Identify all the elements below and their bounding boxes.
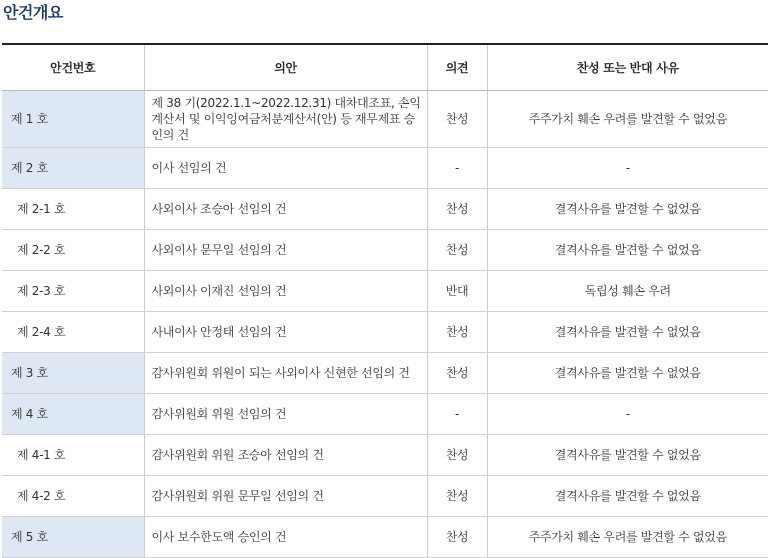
agenda-number: 제 3 호 xyxy=(2,353,144,394)
agenda-title: 이사 선임의 건 xyxy=(144,148,427,189)
header-agenda-title: 의안 xyxy=(144,44,427,91)
agenda-opinion: 찬성 xyxy=(427,91,487,148)
agenda-number: 제 5 호 xyxy=(2,517,144,558)
table-row xyxy=(2,394,768,435)
agenda-title: 감사위원회 위원 조승아 선임의 건 xyxy=(144,435,427,476)
table-row xyxy=(2,230,768,271)
agenda-title: 감사위원회 위원 선임의 건 xyxy=(144,394,427,435)
agenda-number: 제 2 호 xyxy=(2,148,144,189)
table-row xyxy=(2,435,768,476)
table-row xyxy=(2,271,768,312)
agenda-reason: - xyxy=(487,148,768,189)
agenda-reason: 주주가치 훼손 우려를 발견할 수 없었음 xyxy=(487,517,768,558)
agenda-title: 사내이사 안정태 선임의 건 xyxy=(144,312,427,353)
header-agenda-number: 안건번호 xyxy=(2,44,144,91)
agenda-opinion: 찬성 xyxy=(427,476,487,517)
table-header-row xyxy=(2,44,768,91)
agenda-number: 제 2-4 호 xyxy=(2,312,144,353)
agenda-opinion: 찬성 xyxy=(427,230,487,271)
agenda-number: 제 4 호 xyxy=(2,394,144,435)
agenda-opinion: 찬성 xyxy=(427,312,487,353)
agenda-title: 사외이사 이재진 선임의 건 xyxy=(144,271,427,312)
table-row xyxy=(2,91,768,148)
agenda-reason: - xyxy=(487,394,768,435)
agenda-reason: 결격사유를 발견할 수 없었음 xyxy=(487,435,768,476)
table-row xyxy=(2,353,768,394)
agenda-opinion: 찬성 xyxy=(427,435,487,476)
agenda-title: 사외이사 조승아 선임의 건 xyxy=(144,189,427,230)
agenda-reason: 결격사유를 발견할 수 없었음 xyxy=(487,189,768,230)
header-opinion: 의견 xyxy=(427,44,487,91)
table-row xyxy=(2,517,768,558)
table-row xyxy=(2,148,768,189)
header-reason: 찬성 또는 반대 사유 xyxy=(487,44,768,91)
agenda-title: 이사 보수한도액 승인의 건 xyxy=(144,517,427,558)
agenda-number: 제 2-3 호 xyxy=(2,271,144,312)
agenda-title: 사외이사 문무일 선임의 건 xyxy=(144,230,427,271)
table-row xyxy=(2,189,768,230)
agenda-table xyxy=(2,43,768,558)
agenda-number: 제 4-1 호 xyxy=(2,435,144,476)
agenda-reason: 독립성 훼손 우려 xyxy=(487,271,768,312)
agenda-reason: 주주가치 훼손 우려를 발견할 수 없었음 xyxy=(487,91,768,148)
agenda-number: 제 2-1 호 xyxy=(2,189,144,230)
agenda-opinion: 반대 xyxy=(427,271,487,312)
table-row xyxy=(2,476,768,517)
agenda-reason: 결격사유를 발견할 수 없었음 xyxy=(487,353,768,394)
agenda-number: 제 1 호 xyxy=(2,91,144,148)
agenda-number: 제 2-2 호 xyxy=(2,230,144,271)
agenda-reason: 결격사유를 발견할 수 없었음 xyxy=(487,230,768,271)
agenda-opinion: - xyxy=(427,148,487,189)
table-row xyxy=(2,312,768,353)
agenda-opinion: 찬성 xyxy=(427,517,487,558)
agenda-title: 제 38 기(2022.1.1~2022.12.31) 대차대조표, 손익계산서 및 이익잉여금처분계산서(안) 등 재무제표 승인의 건 xyxy=(144,91,427,148)
agenda-number: 제 4-2 호 xyxy=(2,476,144,517)
agenda-opinion: - xyxy=(427,394,487,435)
page-title: 안건개요 xyxy=(3,3,63,22)
agenda-opinion: 찬성 xyxy=(427,353,487,394)
agenda-opinion: 찬성 xyxy=(427,189,487,230)
agenda-reason: 결격사유를 발견할 수 없었음 xyxy=(487,312,768,353)
agenda-reason: 결격사유를 발견할 수 없었음 xyxy=(487,476,768,517)
agenda-title: 감사위원회 위원 문무일 선임의 건 xyxy=(144,476,427,517)
agenda-title: 감사위원회 위원이 되는 사외이사 신현한 선임의 건 xyxy=(144,353,427,394)
